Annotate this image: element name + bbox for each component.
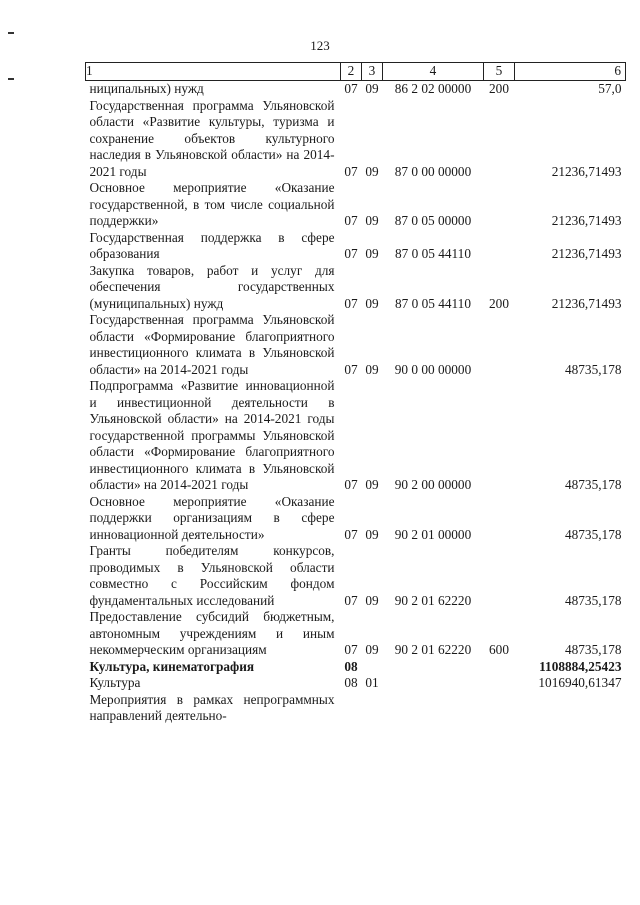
page-number: 123 [310, 38, 330, 53]
row-amount-cell: 48735,178 [564, 592, 622, 608]
row-expense-type-cell: 200 [489, 295, 509, 311]
table-row [86, 675, 626, 692]
row-amount-cell: 21236,71493 [551, 163, 622, 179]
row-subsection-cell: 09 [365, 361, 379, 377]
row-amount-cell: 48735,178 [564, 526, 622, 542]
row-name-cell: Государственная поддержка в сфере образования [89, 229, 335, 261]
row-target-code-cell: 90 2 01 00000 [394, 526, 472, 542]
row-target-code-cell [383, 659, 484, 676]
row-subsection-cell [362, 692, 383, 725]
row-target-code-cell: 90 2 01 62220 [394, 592, 472, 608]
header-col-4: 4 [383, 63, 484, 81]
row-name-cell: Гранты победителям конкурсов, проводимых в Ульяновской области совместно с Российским фондом фундаментальных исследований [89, 543, 335, 608]
table-row [86, 230, 626, 263]
scan-mark-left [8, 78, 14, 80]
row-amount-cell: 21236,71493 [551, 213, 622, 228]
table-row [86, 609, 626, 659]
row-name-cell: Государственная программа Ульяновской области «Формирование благоприятного инвестиционного климата в Ульяновской области» на 2014-2021 годы [89, 312, 335, 377]
row-amount-cell: 21236,71493 [551, 246, 622, 261]
row-expense-type-cell [484, 659, 515, 676]
table-row [86, 494, 626, 544]
row-name-cell: Предоставление субсидий бюджетным, автономным учреждениям и иным некоммерческим организациям [89, 609, 335, 657]
table-row [86, 180, 626, 230]
row-amount-cell: 57,0 [598, 81, 622, 96]
row-name-cell: ниципальных) нужд [89, 81, 204, 96]
row-subsection-cell: 09 [365, 81, 379, 96]
row-subsection-cell: 09 [365, 246, 379, 261]
row-target-code-cell [383, 675, 484, 692]
row-amount-cell: 21236,71493 [551, 295, 622, 311]
row-expense-type-cell: 600 [489, 642, 509, 657]
row-amount-cell: 48735,178 [564, 361, 622, 377]
row-amount-cell [515, 692, 626, 725]
row-name-cell: Мероприятия в рамках непрограммных направлений деятельно- [89, 691, 335, 723]
row-expense-type-cell [484, 230, 515, 263]
row-target-code-cell: 87 0 05 44110 [395, 295, 471, 311]
row-section-cell: 08 [344, 675, 358, 690]
row-target-code-cell: 86 2 02 00000 [394, 81, 472, 96]
row-amount-cell: 1016940,61347 [538, 675, 622, 690]
row-amount-cell: 48735,178 [564, 477, 622, 492]
row-expense-type-cell [484, 98, 515, 181]
row-section-cell: 07 [344, 526, 358, 542]
table-header-row [86, 63, 626, 81]
row-section-cell: 07 [344, 295, 358, 311]
row-section-cell: 07 [344, 477, 358, 492]
row-expense-type-cell: 200 [489, 81, 509, 96]
header-col-6: 6 [515, 63, 626, 81]
row-subsection-cell: 09 [365, 163, 379, 179]
row-expense-type-cell [484, 378, 515, 494]
header-col-3: 3 [362, 63, 383, 81]
row-expense-type-cell [484, 692, 515, 725]
row-target-code-cell: 90 2 00 00000 [394, 477, 472, 492]
row-subsection-cell: 09 [365, 295, 379, 311]
row-amount-cell: 1108884,25423 [539, 658, 622, 674]
row-section-cell: 07 [344, 592, 358, 608]
table-row [86, 543, 626, 609]
row-target-code-cell: 90 0 00 00000 [394, 361, 472, 377]
table-row [86, 692, 626, 725]
row-section-cell: 07 [344, 81, 358, 96]
table-row [86, 659, 626, 676]
row-section-cell: 08 [344, 658, 358, 674]
table-body [86, 81, 626, 725]
row-name-cell: Основное мероприятие «Оказание поддержки организациям в сфере инновационной деятельности» [89, 493, 335, 542]
row-subsection-cell: 01 [365, 675, 379, 690]
scan-mark-top-left [8, 32, 14, 34]
row-section-cell [341, 692, 362, 725]
table-row [86, 263, 626, 313]
row-target-code-cell: 90 2 01 62220 [394, 642, 472, 657]
row-section-cell: 07 [344, 361, 358, 377]
row-subsection-cell: 09 [365, 642, 379, 657]
row-name-cell: Культура, кинематография [89, 658, 255, 674]
row-target-code-cell: 87 0 00 00000 [394, 163, 472, 179]
row-name-cell: Культура [89, 675, 141, 690]
row-name-cell: Государственная программа Ульяновской области «Развитие культуры, туризма и сохранение объектов культурного наследия в Ульяновской области» на 2014-2021 годы [89, 97, 335, 179]
row-expense-type-cell [484, 675, 515, 692]
row-name-cell: Закупка товаров, работ и услуг для обеспечения государственных (муниципальных) нужд [89, 262, 335, 311]
row-target-code-cell: 87 0 05 00000 [394, 213, 472, 228]
row-name-cell: Основное мероприятие «Оказание государственной, в том числе социальной поддержки» [89, 180, 335, 228]
table-row [86, 98, 626, 181]
row-section-cell: 07 [344, 642, 358, 657]
row-subsection-cell: 09 [365, 213, 379, 228]
table-row [86, 81, 626, 98]
row-expense-type-cell [484, 543, 515, 609]
row-expense-type-cell [484, 180, 515, 230]
row-section-cell: 07 [344, 246, 358, 261]
budget-table-container [85, 62, 622, 725]
table-row [86, 378, 626, 494]
header-col-1: 1 [86, 63, 341, 81]
row-name-cell: Подпрограмма «Развитие инновационной и инвестиционной деятельности в Ульяновской области» на 2014-2021 годы государственной программы Ульяновской области «Формирование благоприятного инвестиционного климата в Ульяновской области» на 2014-2021 годы [89, 378, 335, 492]
header-col-5: 5 [484, 63, 515, 81]
row-section-cell: 07 [344, 213, 358, 228]
row-expense-type-cell [484, 494, 515, 544]
table-row [86, 312, 626, 378]
budget-table [85, 62, 626, 725]
row-subsection-cell [362, 659, 383, 676]
row-target-code-cell: 87 0 05 44110 [395, 246, 471, 261]
header-col-2: 2 [341, 63, 362, 81]
row-subsection-cell: 09 [365, 477, 379, 492]
row-amount-cell: 48735,178 [564, 642, 622, 657]
row-expense-type-cell [484, 312, 515, 378]
row-subsection-cell: 09 [365, 592, 379, 608]
row-subsection-cell: 09 [365, 526, 379, 542]
row-target-code-cell [383, 692, 484, 725]
row-section-cell: 07 [344, 163, 358, 179]
